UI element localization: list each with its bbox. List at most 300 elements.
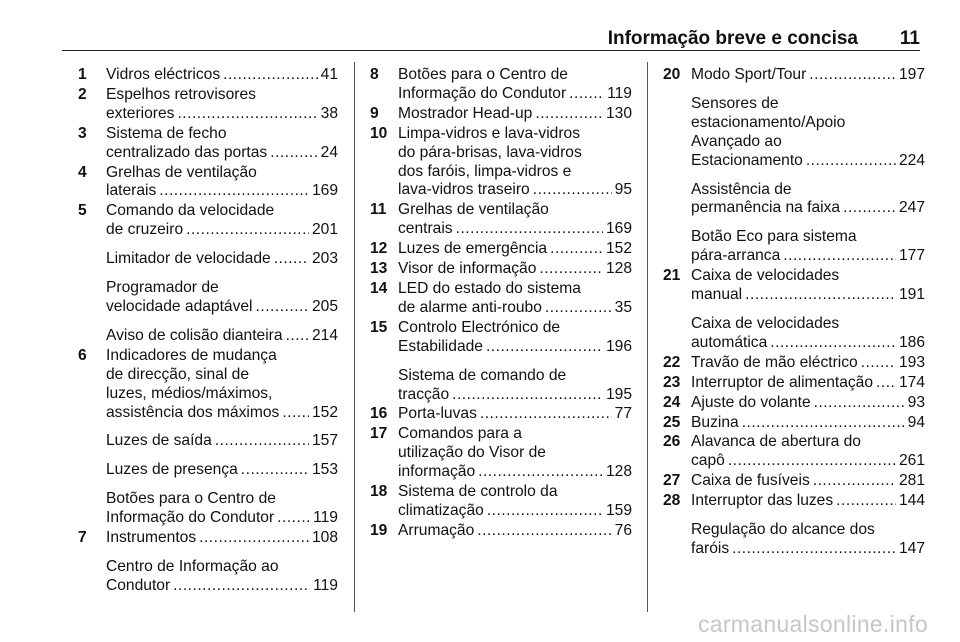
entry-label: Arrumação: [398, 521, 475, 539]
page-reference[interactable]: 38: [320, 104, 338, 122]
index-entry: [663, 492, 925, 559]
column-divider: [647, 62, 648, 612]
entry-number: 11: [370, 201, 387, 219]
index-column-2: [370, 66, 632, 542]
entry-label: permanência na faixa: [691, 199, 841, 217]
entry-reference-line[interactable]: [398, 338, 632, 357]
dot-leader: [173, 577, 310, 596]
entry-reference-line[interactable]: [398, 240, 632, 259]
entry-item: [691, 433, 925, 471]
entry-item: [398, 280, 632, 318]
entry-text-line: Grelhas de ventilação: [398, 201, 549, 219]
entry-label: Aviso de colisão dianteira: [106, 326, 283, 344]
dot-leader: [486, 338, 603, 357]
page-reference[interactable]: 93: [907, 393, 925, 411]
entry-text-line: Programador de: [106, 279, 219, 297]
page-reference[interactable]: 224: [898, 151, 925, 169]
index-entry: [78, 529, 338, 596]
entry-reference-line[interactable]: [106, 509, 338, 528]
entry-item: [691, 414, 925, 433]
entry-number: 6: [78, 346, 87, 364]
page-reference[interactable]: 152: [605, 240, 632, 258]
entry-item: [106, 432, 338, 451]
entry-reference-line[interactable]: [398, 522, 632, 541]
entry-reference-line[interactable]: [398, 502, 632, 521]
index-entry: [370, 260, 632, 279]
entry-reference-line[interactable]: [691, 414, 925, 433]
index-entry: [663, 354, 925, 373]
entry-reference-line[interactable]: [106, 66, 338, 85]
dot-leader: [745, 286, 896, 305]
page-reference[interactable]: 128: [605, 260, 632, 278]
dot-leader: [286, 327, 309, 346]
entry-text-line: Botões para o Centro de: [398, 66, 568, 83]
entry-number: 14: [370, 279, 388, 297]
index-entry: [78, 125, 338, 163]
page-reference[interactable]: 95: [614, 181, 632, 199]
entry-text-line: Sensores de: [691, 94, 779, 112]
entry-reference-line[interactable]: [691, 66, 925, 85]
entry-reference-line[interactable]: [106, 529, 338, 548]
page-reference[interactable]: 144: [898, 492, 925, 510]
page-reference[interactable]: 152: [311, 403, 338, 421]
entry-text-line: Caixa de velocidades: [691, 267, 840, 285]
entry-number: 13: [370, 260, 388, 278]
entry-text-line: Sistema de comando de: [398, 366, 567, 384]
dot-leader: [843, 199, 896, 218]
page-reference[interactable]: 147: [898, 539, 925, 557]
entry-reference-line[interactable]: [106, 327, 338, 346]
dot-leader: [270, 144, 317, 163]
page-reference[interactable]: 119: [313, 576, 338, 594]
entry-reference-line[interactable]: [398, 405, 632, 424]
page-reference[interactable]: 169: [311, 182, 338, 200]
index-entry: [370, 425, 632, 482]
entry-label: capô: [691, 452, 725, 470]
dot-leader: [814, 394, 905, 413]
entry-number: 28: [663, 492, 681, 510]
dot-leader: [876, 374, 896, 393]
index-entry: [370, 201, 632, 239]
dot-leader: [569, 85, 604, 104]
index-entry: [78, 347, 338, 528]
page-reference[interactable]: 195: [605, 385, 632, 403]
entry-item: [398, 66, 632, 104]
entry-number: 12: [370, 240, 388, 258]
dot-leader: [539, 260, 603, 279]
entry-item: [691, 374, 925, 393]
entry-label: Vidros eléctricos: [106, 66, 221, 83]
entry-text-line: de direcção, sinal de: [106, 365, 250, 383]
entry-item: [398, 367, 632, 405]
page-reference[interactable]: 197: [898, 66, 925, 83]
entry-label: Porta-luvas: [398, 405, 477, 423]
entry-number: 3: [78, 124, 87, 142]
entry-text-line: estacionamento/Apoio: [691, 113, 846, 131]
dot-leader: [836, 492, 896, 511]
entry-reference-line[interactable]: [398, 386, 632, 405]
entry-number: 15: [370, 318, 388, 336]
entry-reference-line[interactable]: [106, 182, 338, 201]
entry-label: climatização: [398, 501, 484, 519]
dot-leader: [277, 509, 310, 528]
page-reference[interactable]: 214: [311, 326, 338, 344]
entry-text-line: Regulação do alcance dos: [691, 521, 875, 539]
entry-item: [691, 472, 925, 491]
page-number: 11: [899, 28, 920, 49]
entry-item: [691, 492, 925, 511]
entry-label: Instrumentos: [106, 529, 197, 547]
entry-label: informação: [398, 463, 476, 481]
page-title: Informação breve e concisa: [607, 28, 858, 49]
page-reference[interactable]: 186: [898, 333, 925, 351]
dot-leader: [274, 250, 309, 269]
entry-number: 2: [78, 85, 87, 103]
index-entry: [370, 240, 632, 259]
entry-text-line: Avançado ao: [691, 132, 782, 150]
entry-number: 4: [78, 163, 87, 181]
dot-leader: [199, 529, 309, 548]
entry-item: [106, 461, 338, 480]
index-entry: [663, 433, 925, 471]
dot-leader: [861, 354, 896, 373]
entry-reference-line[interactable]: [691, 334, 925, 353]
entry-item: [398, 405, 632, 424]
dot-leader: [456, 220, 603, 239]
entry-text-line: Indicadores de mudança: [106, 346, 277, 364]
entry-label: velocidade adaptável: [106, 297, 253, 315]
entry-label: Limitador de velocidade: [106, 250, 271, 268]
entry-label: Visor de informação: [398, 260, 537, 278]
entry-item: [398, 125, 632, 201]
entry-reference-line[interactable]: [106, 105, 338, 124]
entry-text-line: Limpa-vidros e lava-vidros: [398, 124, 580, 142]
page-reference[interactable]: 177: [898, 247, 925, 265]
entry-number: 18: [370, 483, 388, 501]
entry-label: Luzes de emergência: [398, 240, 548, 258]
index-entry: [78, 86, 338, 124]
entry-reference-line[interactable]: [398, 220, 632, 239]
entry-item: [106, 279, 338, 317]
dot-leader: [241, 461, 309, 480]
entry-reference-line[interactable]: [691, 354, 925, 373]
entry-text-line: utilização do Visor de: [398, 444, 546, 462]
entry-item: [106, 86, 338, 124]
entry-reference-line[interactable]: [106, 432, 338, 451]
watermark: carmanualsonline.info: [697, 611, 928, 637]
entry-item: [691, 228, 925, 266]
dot-leader: [480, 405, 612, 424]
entry-reference-line[interactable]: [106, 250, 338, 269]
entry-label: assistência dos máximos: [106, 403, 280, 421]
entry-reference-line[interactable]: [691, 286, 925, 305]
page-reference[interactable]: 196: [605, 337, 632, 355]
entry-number: 8: [370, 66, 379, 83]
page-reference[interactable]: 159: [605, 501, 632, 519]
page-reference[interactable]: 247: [898, 199, 925, 217]
dot-leader: [545, 299, 612, 318]
index-entry: [370, 522, 632, 541]
entry-reference-line[interactable]: [106, 221, 338, 240]
page-reference[interactable]: 76: [614, 521, 632, 539]
entry-item: [106, 347, 338, 423]
index-entry: [663, 394, 925, 413]
page-reference[interactable]: 201: [311, 221, 338, 239]
entry-item: [691, 66, 925, 85]
entry-text-line: Grelhas de ventilação: [106, 163, 257, 181]
entry-reference-line[interactable]: [691, 492, 925, 511]
index-entry: [370, 405, 632, 424]
entry-reference-line[interactable]: [398, 85, 632, 104]
entry-text-line: luzes, médios/máximos,: [106, 384, 273, 402]
page-header: [62, 20, 920, 51]
entry-number: 27: [663, 472, 681, 490]
entry-label: exteriores: [106, 104, 175, 122]
index-entry: [78, 66, 338, 85]
entry-item: [106, 250, 338, 269]
entry-label: Interruptor das luzes: [691, 492, 834, 510]
entry-label: centralizado das portas: [106, 143, 268, 161]
entry-reference-line[interactable]: [106, 404, 338, 423]
entry-text-line: Comandos para a: [398, 425, 522, 443]
dot-leader: [533, 181, 612, 200]
dot-leader: [487, 502, 603, 521]
entry-label: Buzina: [691, 413, 739, 431]
entry-text-line: LED do estado do sistema: [398, 279, 581, 297]
entry-reference-line[interactable]: [691, 394, 925, 413]
dot-leader: [282, 404, 309, 423]
dot-leader: [478, 463, 603, 482]
entry-number: 9: [370, 104, 379, 122]
entry-reference-line[interactable]: [691, 247, 925, 266]
entry-label: Condutor: [106, 576, 171, 594]
entry-text-line: do pára-brisas, lava-vidros: [398, 143, 582, 161]
entry-label: tracção: [398, 385, 450, 403]
entry-label: Mostrador Head-up: [398, 104, 533, 122]
page-reference[interactable]: 24: [320, 143, 338, 161]
entry-reference-line[interactable]: [691, 152, 925, 171]
dot-leader: [783, 247, 896, 266]
entry-text-line: Sistema de fecho: [106, 124, 227, 142]
entry-number: 10: [370, 124, 388, 142]
entry-item: [398, 105, 632, 124]
page-reference[interactable]: 203: [311, 250, 338, 268]
entry-number: 26: [663, 433, 681, 451]
index-entry: [663, 66, 925, 266]
entry-item: [106, 327, 338, 346]
entry-label: Estabilidade: [398, 337, 483, 355]
dot-leader: [770, 334, 896, 353]
entry-reference-line[interactable]: [691, 374, 925, 393]
entry-text-line: Comando da velocidade: [106, 202, 275, 220]
entry-reference-line[interactable]: [398, 181, 632, 200]
entry-label: automática: [691, 333, 768, 351]
page-reference[interactable]: 35: [614, 298, 632, 316]
index-entry: [663, 374, 925, 393]
index-entry: [663, 414, 925, 433]
page-reference[interactable]: 153: [311, 461, 338, 479]
entry-text-line: Botões para o Centro de: [106, 490, 276, 508]
page-reference[interactable]: 108: [311, 529, 338, 547]
entry-label: centrais: [398, 220, 453, 238]
entry-reference-line[interactable]: [691, 540, 925, 559]
entry-item: [398, 483, 632, 521]
entry-label: Modo Sport/Tour: [691, 66, 807, 83]
entry-text-line: Botão Eco para sistema: [691, 228, 857, 246]
page-reference[interactable]: 128: [605, 463, 632, 481]
entry-reference-line[interactable]: [106, 577, 338, 596]
entry-reference-line[interactable]: [106, 461, 338, 480]
entry-label: Ajuste do volante: [691, 393, 811, 411]
dot-leader: [256, 298, 309, 317]
entry-text-line: Centro de Informação ao: [106, 557, 279, 575]
entry-text-line: Controlo Electrónico de: [398, 318, 561, 336]
entry-reference-line[interactable]: [106, 298, 338, 317]
entry-number: 17: [370, 425, 388, 443]
dot-leader: [477, 522, 611, 541]
entry-reference-line[interactable]: [691, 452, 925, 471]
entry-item: [398, 201, 632, 239]
entry-text-line: Sistema de controlo da: [398, 483, 558, 501]
dot-leader: [535, 105, 603, 124]
column-divider: [354, 62, 355, 612]
entry-label: pára-arranca: [691, 247, 781, 265]
page-reference[interactable]: 119: [313, 509, 338, 527]
entry-reference-line[interactable]: [691, 199, 925, 218]
entry-number: 5: [78, 202, 87, 220]
index-column-3: [663, 66, 925, 560]
entry-label: Luzes de saída: [106, 432, 212, 450]
entry-reference-line[interactable]: [691, 472, 925, 491]
entry-item: [398, 240, 632, 259]
dot-leader: [809, 66, 896, 85]
page-reference[interactable]: 281: [898, 472, 925, 490]
entry-label: Informação do Condutor: [106, 509, 275, 527]
entry-item: [106, 490, 338, 528]
entry-number: 19: [370, 521, 388, 539]
dot-leader: [742, 414, 905, 433]
entry-number: 23: [663, 373, 681, 391]
entry-label: de cruzeiro: [106, 221, 184, 239]
entry-item: [398, 319, 632, 357]
entry-reference-line[interactable]: [106, 144, 338, 163]
page-reference[interactable]: 205: [311, 297, 338, 315]
entry-item: [106, 125, 338, 163]
page-reference[interactable]: 261: [898, 452, 925, 470]
dot-leader: [550, 240, 603, 259]
dot-leader: [186, 221, 309, 240]
entry-item: [106, 558, 338, 596]
dot-leader: [159, 182, 309, 201]
entry-text-line: Caixa de velocidades: [691, 314, 840, 332]
entry-text-line: Espelhos retrovisores: [106, 85, 256, 103]
page-reference[interactable]: 157: [311, 432, 338, 450]
entry-item: [691, 394, 925, 413]
entry-number: 21: [663, 267, 681, 285]
page-reference[interactable]: 174: [898, 373, 925, 391]
dot-leader: [215, 432, 309, 451]
entry-item: [691, 521, 925, 559]
page-reference[interactable]: 77: [614, 405, 632, 423]
index-entry: [370, 483, 632, 521]
page-reference[interactable]: 94: [907, 413, 925, 431]
dot-leader: [806, 152, 896, 171]
page-reference[interactable]: 130: [605, 104, 632, 122]
page-reference[interactable]: 169: [605, 220, 632, 238]
entry-label: laterais: [106, 182, 157, 200]
entry-item: [106, 202, 338, 240]
entry-label: Luzes de presença: [106, 461, 238, 479]
dot-leader: [728, 452, 896, 471]
entry-number: 20: [663, 66, 681, 83]
dot-leader: [732, 540, 896, 559]
entry-text-line: Assistência de: [691, 180, 792, 198]
entry-item: [106, 66, 338, 85]
entry-item: [106, 164, 338, 202]
entry-item: [691, 354, 925, 373]
dot-leader: [452, 386, 603, 405]
index-column-1: [78, 66, 338, 597]
dot-leader: [813, 472, 896, 491]
entry-number: 22: [663, 353, 681, 371]
index-entry: [78, 202, 338, 345]
index-entry: [78, 164, 338, 202]
index-entry: [370, 66, 632, 104]
page-reference[interactable]: 191: [898, 286, 925, 304]
entry-item: [691, 315, 925, 353]
entry-item: [691, 95, 925, 171]
dot-leader: [223, 66, 318, 85]
entry-text-line: Alavanca de abertura do: [691, 433, 861, 451]
index-entry: [370, 319, 632, 405]
entry-number: 1: [78, 66, 87, 83]
entry-reference-line[interactable]: [398, 299, 632, 318]
entry-label: Informação do Condutor: [398, 84, 567, 102]
entry-label: manual: [691, 286, 743, 304]
entry-label: faróis: [691, 539, 730, 557]
entry-item: [398, 425, 632, 482]
entry-label: Travão de mão eléctrico: [691, 353, 858, 371]
page-reference[interactable]: 119: [607, 84, 632, 102]
index-entry: [370, 125, 632, 201]
index-entry: [663, 472, 925, 491]
entry-number: 16: [370, 405, 388, 423]
index-entry: [370, 280, 632, 318]
index-entry: [663, 267, 925, 353]
page-reference[interactable]: 41: [320, 66, 338, 83]
entry-label: Estacionamento: [691, 151, 803, 169]
entry-item: [398, 260, 632, 279]
entry-label: lava-vidros traseiro: [398, 181, 530, 199]
entry-reference-line[interactable]: [398, 463, 632, 482]
entry-text-line: dos faróis, limpa-vidros e: [398, 162, 572, 180]
entry-label: Interruptor de alimentação: [691, 373, 874, 391]
dot-leader: [177, 105, 317, 124]
entry-number: 7: [78, 529, 87, 547]
entry-label: Caixa de fusíveis: [691, 472, 810, 490]
entry-item: [398, 522, 632, 541]
entry-item: [691, 181, 925, 219]
entry-reference-line[interactable]: [398, 260, 632, 279]
entry-item: [106, 529, 338, 548]
index-entry: [370, 105, 632, 124]
entry-number: 25: [663, 413, 681, 431]
entry-item: [691, 267, 925, 305]
entry-reference-line[interactable]: [398, 105, 632, 124]
entry-label: de alarme anti-roubo: [398, 298, 542, 316]
page-reference[interactable]: 193: [898, 353, 925, 371]
entry-number: 24: [663, 393, 681, 411]
